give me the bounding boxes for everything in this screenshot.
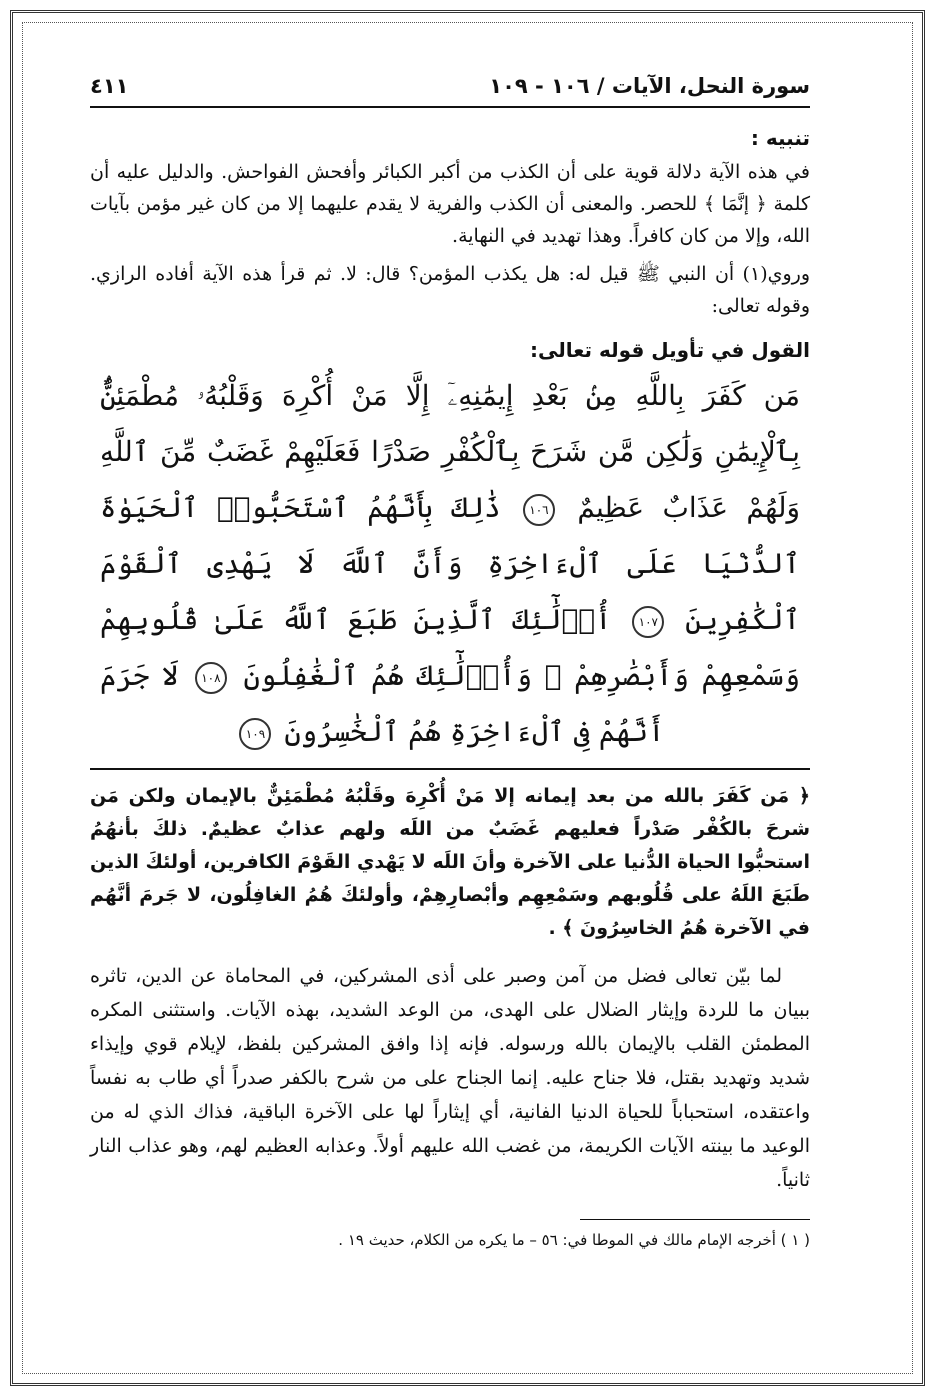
notice-label: تنبيه :: [750, 126, 810, 150]
quran-part-2: ذَٰلِكَ بِأَنَّهُمُ ٱسْتَحَبُّوا۟ ٱلْحَيَوٰةَ ٱلدُّنْيَا عَلَى ٱلْءَاخِرَةِ وَأَنَّ ٱللَّهَ لَا يَهْدِى ٱلْقَوْمَ ٱلْكَٰفِرِينَ: [100, 491, 800, 636]
footnote: ( ١ ) أخرجه الإمام مالك في الموطا في: ٥٦ – ما يكره من الكلام، حديث ١٩ .: [338, 1231, 810, 1249]
footnote-divider: [580, 1219, 810, 1220]
running-title: سورة النحل، الآيات / ١٠٦ - ١٠٩: [489, 74, 810, 98]
verse-text-bold: ﴿ مَن كَفَرَ بالله من بعد إيمانه إلا مَنْ أُكْرِهَ وقَلْبُهُ مُطْمَئِنٌّ بالإيمان ولكن مَن شرحَ بالكُفْر صَدْراً فعليهم غَضَبٌ من اللَه ولهم عذابٌ عظيمٌ. ذلكَ بأنهُمُ استحبُّوا الحياة الدُّنيا على الآخرة وأنَ اللَه لا يَهْدي القَوْمَ الكافرين، أولئكَ الذين طَبَعَ اللَهُ على قُلُوبهم وسَمْعِهِم وأبْصارِهِمْ، وأولئكَ هُمُ الغافِلُون، لا جَرمَ أنَّهُم في الآخرة هُمُ الخاسِرُونَ ﴾ .: [90, 785, 810, 939]
quran-part-4: لَا جَرَمَ أَنَّهُمْ فِى ٱلْءَاخِرَةِ هُمُ ٱلْخَٰسِرُونَ: [100, 659, 665, 748]
section-heading: القول في تأويل قوله تعالى:: [530, 338, 810, 362]
ayah-number-109: ١٠٩: [239, 718, 271, 750]
quran-part-1: مَن كَفَرَ بِاللَّهِ مِنۢ بَعْدِ إِيمَٰنِهِۦٓ إِلَّا مَنْ أُكْرِهَ وَقَلْبُهُۥ مُطْمَئِنٌّۢ بِٱلْإِيمَٰنِ وَلَٰكِن مَّن شَرَحَ بِٱلْكُفْرِ صَدْرًا فَعَلَيْهِمْ غَضَبٌ مِّنَ ٱللَّهِ وَلَهُمْ عَذَابٌ عَظِيمٌ: [100, 379, 801, 524]
quran-verses: [100, 368, 800, 760]
notice-paragraph-1: في هذه الآية دلالة قوية على أن الكذب من أكبر الكبائر وأفحش الفواحش. والدليل عليه أن كلمة ﴿ إنَّمَا ﴾ للحصر. والمعنى أن الكذب والفرية لا يقدم عليهما إلا من كان غير مؤمن بآيات الله، وإلا من كان كافراً. وهذا تهديد في النهاية.: [90, 161, 810, 247]
section-divider: [90, 768, 810, 770]
ayah-number-108: ١٠٨: [195, 662, 227, 694]
commentary-paragraph: لما بيّن تعالى فضل من آمن وصبر على أذى المشركين، في المحاماة عن الدين، تاثره ببيان ما للردة وإيثار الضلال على الهدى، من الوعد الشديد، بهذه الآيات. واستثنى المكره المطمئن القلب بالإيمان بالله ورسوله. فإنه إذا وافق المشركين بلفظ، لإيلام قوي وإيذاء شديد وتهديد بقتل، فلا جناح عليه. إنما الجناح على من شرح بالكفر صدراً أي طاب به نفساً واعتقده، استحباباً للحياة الدنيا الفانية، أي إيثاراً لها على الآخرة الباقية، فذاك الذي له من الوعيد ما بينته الآيات الكريمة، من غضب الله عليهم أولاً. وعذابه العظيم لهم، وهو عذاب النار ثانياً.: [90, 965, 810, 1191]
ayah-number-107: ١٠٧: [632, 606, 664, 638]
page-content: [90, 60, 810, 1350]
running-header: [90, 60, 810, 108]
page-number: ٤١١: [90, 74, 129, 98]
ayah-number-106: ١٠٦: [523, 494, 555, 526]
quran-part-3: أُو۟لَٰٓئِكَ ٱلَّذِينَ طَبَعَ ٱللَّهُ عَلَىٰ قُلُوبِهِمْ وَسَمْعِهِمْ وَأَبْصَٰرِهِمْ ۖ وَأُو۟لَٰٓئِكَ هُمُ ٱلْغَٰفِلُونَ: [100, 603, 800, 692]
notice-paragraph-2: وروي(١) أن النبي ﷺ قيل له: هل يكذب المؤمن؟ قال: لا. ثم قرأ هذه الآية أفاده الرازي. وقوله تعالى:: [90, 263, 810, 317]
